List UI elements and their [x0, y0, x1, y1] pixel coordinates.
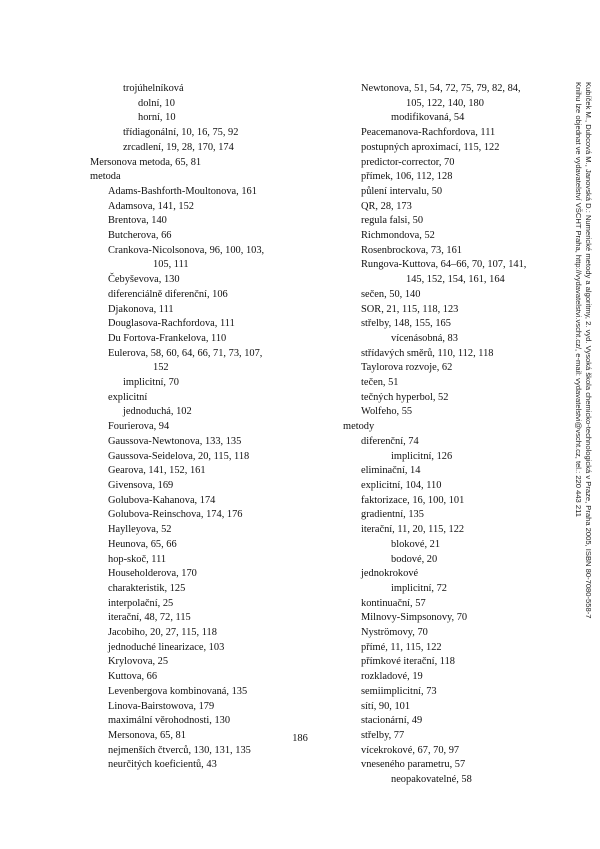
index-column-left	[90, 82, 300, 773]
index-entry: Householderova, 170	[108, 568, 197, 580]
index-entry: Levenbergova kombinovaná, 135	[108, 685, 248, 697]
index-entry: vneseného parametru, 57	[361, 759, 466, 771]
index-entry: Milnovy-Simpsonovy, 70	[361, 612, 468, 624]
index-entry: Gearova, 141, 152, 161	[108, 465, 206, 477]
index-entry: Mersonova metoda, 65, 81	[90, 156, 202, 168]
index-entry: regula falsi, 50	[361, 215, 424, 227]
index-entry: metoda	[90, 171, 121, 183]
index-entry: SOR, 21, 115, 118, 123	[361, 303, 459, 315]
index-entry: Butcherova, 66	[108, 230, 172, 242]
index-entry: Krylovova, 25	[108, 656, 169, 668]
index-entry: přímkové iterační, 118	[361, 656, 455, 668]
index-entry: střelby, 77	[361, 729, 405, 741]
index-entry: implicitní, 70	[123, 377, 179, 389]
index-entry: diferenciálně diferenční, 106	[108, 288, 228, 300]
index-entry: Kuttova, 66	[108, 671, 158, 683]
index-entry: Gaussova-Seidelova, 20, 115, 118	[108, 450, 250, 462]
index-entry: modifikovaná, 54	[391, 112, 465, 124]
index-entry: dolní, 10	[138, 97, 175, 109]
index-entry: bodové, 20	[391, 553, 438, 565]
index-entry: predictor-corrector, 70	[361, 156, 455, 168]
index-entry: Golubova-Reinschova, 174, 176	[108, 509, 243, 521]
index-entry: interpolační, 25	[108, 597, 174, 609]
index-entry: přímé, 11, 115, 122	[361, 641, 442, 653]
index-entry: Rosenbrockova, 73, 161	[361, 244, 463, 256]
index-entry: sítí, 90, 101	[361, 700, 411, 712]
index-entry: metody	[343, 421, 375, 433]
index-entry: hop-skoč, 111	[108, 553, 167, 565]
index-entry: Peacemanova-Rachfordova, 111	[361, 127, 496, 139]
index-entry: jednoduché linearizace, 103	[108, 641, 225, 653]
index-entry: implicitní, 126	[391, 450, 453, 462]
index-entry: Adams-Bashforth-Moultonova, 161	[108, 185, 257, 197]
index-entry: střídavých směrů, 110, 112, 118	[361, 347, 494, 359]
side-note-citation: Kubíček M., Dubcová M., Janovská D.: Numerické metody a algoritmy, 2. vyd. Vysoká škola chemicko-technologická v Praze, Praha 2005, ISBN 80-7080-558-7	[584, 82, 593, 619]
index-entry: třídiagonální, 10, 16, 75, 92	[123, 127, 239, 139]
index-entry: Linova-Bairstowova, 179	[108, 700, 215, 712]
index-entry: Taylorova rozvoje, 62	[361, 362, 453, 374]
index-entry: Čebyševova, 130	[108, 274, 180, 286]
index-entry: půlení intervalu, 50	[361, 185, 443, 197]
index-entry: trojúhelníková	[123, 83, 184, 94]
index-entry: 145, 152, 154, 161, 164	[406, 274, 505, 286]
index-entry: 105, 111	[153, 259, 189, 271]
index-entry: stacionární, 49	[361, 715, 423, 727]
index-entry: přímek, 106, 112, 128	[361, 171, 453, 183]
index-entry: Rungova-Kuttova, 64–66, 70, 107, 141,	[361, 259, 527, 271]
side-note-ordering: Knihu lze objednat ve vydavatelství VŠCHT Praha, http://vydavatelstvi.vscht.cz/, e-mail: vydavatelstvi@vscht.cz, tel.: 220 443 211	[574, 82, 583, 517]
index-entry: 105, 122, 140, 180	[406, 97, 484, 109]
index-entry: vícenásobná, 83	[391, 332, 458, 344]
index-entry: gradientní, 135	[361, 509, 424, 521]
index-entry: Richmondova, 52	[361, 230, 435, 242]
index-entry: Mersonova, 65, 81	[108, 729, 186, 741]
index-entry: faktorizace, 16, 100, 101	[361, 494, 465, 506]
index-entry: vícekrokové, 67, 70, 97	[361, 744, 460, 756]
index-entry: Haylleyova, 52	[108, 524, 172, 536]
index-entry: střelby, 148, 155, 165	[361, 318, 451, 330]
index-entry: Newtonova, 51, 54, 72, 75, 79, 82, 84,	[361, 83, 521, 94]
index-entry: rozkladové, 19	[361, 671, 423, 683]
index-entry: Gaussova-Newtonova, 133, 135	[108, 435, 242, 447]
index-entry: explicitní, 104, 110	[361, 479, 442, 491]
index-entry: Nyströmovy, 70	[361, 627, 428, 639]
index-entry: implicitní, 72	[391, 582, 447, 594]
index-entry: semiimplicitní, 73	[361, 685, 437, 697]
index-entry: jednokrokové	[361, 568, 419, 580]
page-number: 186	[292, 733, 308, 744]
index-entry: iterační, 11, 20, 115, 122	[361, 524, 465, 536]
index-entry: Fourierova, 94	[108, 421, 170, 433]
index-entry: kontinuační, 57	[361, 597, 426, 609]
index-entry: neurčitých koeficientů, 43	[108, 759, 217, 771]
index-entry: Brentova, 140	[108, 215, 167, 227]
index-entry: jednoduchá, 102	[123, 406, 192, 418]
index-entry: Jacobiho, 20, 27, 115, 118	[108, 627, 217, 639]
index-entry: blokové, 21	[391, 538, 441, 550]
index-entry: Crankova-Nicolsonova, 96, 100, 103,	[108, 244, 265, 256]
index-entry: Wolfeho, 55	[361, 406, 413, 418]
index-entry: charakteristik, 125	[108, 582, 186, 594]
index-entry: Du Fortova-Frankelova, 110	[108, 332, 227, 344]
index-entry: sečen, 50, 140	[361, 288, 421, 300]
index-entry: explicitní	[108, 391, 148, 403]
side-note	[573, 82, 593, 618]
index-entry: Givensova, 169	[108, 479, 174, 491]
index-entry: 152	[153, 362, 169, 374]
index-entry: Douglasova-Rachfordova, 111	[108, 318, 235, 330]
index-entry: postupných aproximací, 115, 122	[361, 141, 500, 153]
index-entry: eliminační, 14	[361, 465, 421, 477]
index-entry: neopakovatelné, 58	[391, 774, 472, 786]
index-entry: Djakonova, 111	[108, 303, 174, 315]
index-entry: QR, 28, 173	[361, 200, 412, 212]
index-entry: tečen, 51	[361, 377, 399, 389]
index-entry: Heunova, 65, 66	[108, 538, 177, 550]
index-column-right	[343, 82, 543, 788]
index-entry: iterační, 48, 72, 115	[108, 612, 191, 624]
index-entry: nejmenších čtverců, 130, 131, 135	[108, 744, 251, 756]
index-entry: Golubova-Kahanova, 174	[108, 494, 216, 506]
index-entry: diferenční, 74	[361, 435, 419, 447]
index-entry: horní, 10	[138, 112, 176, 124]
index-entry: Adamsova, 141, 152	[108, 200, 195, 212]
index-entry: maximální věrohodnosti, 130	[108, 715, 231, 727]
index-entry: Eulerova, 58, 60, 64, 66, 71, 73, 107,	[108, 347, 263, 359]
index-entry: zrcadlení, 19, 28, 170, 174	[123, 141, 234, 153]
index-entry: tečných hyperbol, 52	[361, 391, 449, 403]
